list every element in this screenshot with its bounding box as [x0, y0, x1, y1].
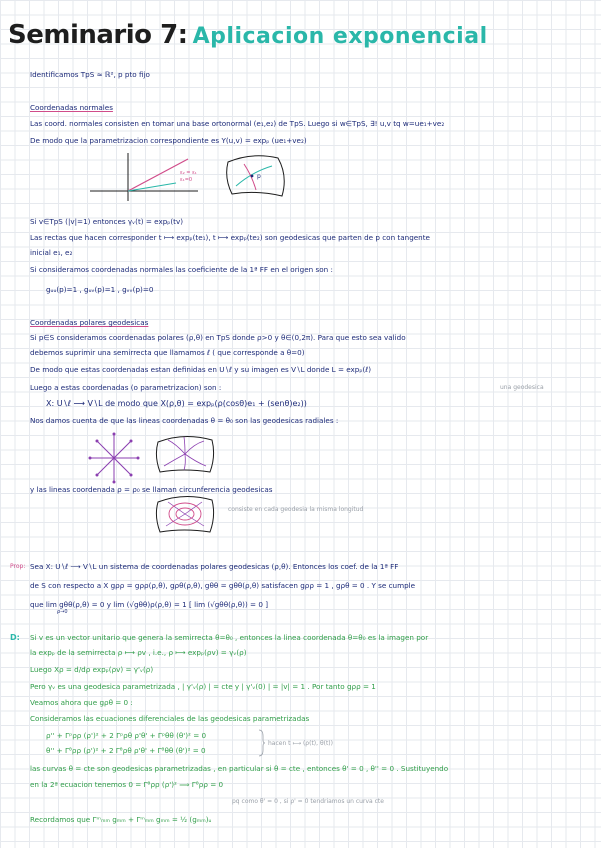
geodesic-radial-surface [154, 432, 216, 476]
demo-line5: Veamos ahora que gρθ = 0 : [30, 698, 133, 707]
prop-line1: Sea X: U∖ℓ ⟶ V∖L un sistema de coordenadas polares geodesicas (ρ,θ). Entonces los coef. de la 1ª FF [30, 562, 399, 571]
demo-line6: Consideramos las ecuaciones diferenciales de las geodesicas parametrizadas [30, 714, 310, 723]
heading-polares: Coordenadas polares geodesicas [30, 318, 149, 327]
polares-line7: y las lineas coordenada ρ = ρ₀ se llaman circunferencia geodesicas [30, 485, 273, 494]
prop-tag: Prop: [10, 563, 26, 570]
polares-line2: debemos suprimir una semirrecta que llamamos ℓ ( que corresponde a θ=0) [30, 348, 305, 357]
prop-limit-sub: ρ→0 [57, 609, 68, 615]
polares-line3: De modo que estas coordenadas estan definidas en U∖ℓ y su imagen es V∖L donde L = expₚ(ℓ) [30, 365, 372, 374]
demo-eq1: ρ'' + Γᵖρρ (ρ')² + 2 Γᵖρθ ρ'θ' + Γᵖθθ (θ')² = 0 [46, 731, 207, 740]
polares-note-longitud: consiste en cada geodesia la misma longitud [228, 506, 364, 513]
title-topic: Aplicacion exponencial [192, 24, 488, 49]
equation-brace [258, 729, 266, 757]
normales-line7: gᵤᵤ(p)=1 , gᵤᵥ(p)=1 , gᵥᵥ(p)=0 [46, 285, 154, 294]
title-seminario: Seminario 7: [8, 20, 188, 50]
normales-line4: Las rectas que hacen corresponder t ⟼ expₚ(te₁), t ⟼ expₚ(te₂) son geodesicas que parten de p con tangente [30, 233, 430, 242]
demo-line9: Recordamos que Γᵐₘₘ gₘₘ + Γᵐₘₘ gₘₘ = ½ (gₘₘ)ᵤ [30, 815, 212, 824]
prop-line3: que lim gθθ(ρ,θ) = 0 y lim (√gθθ)ρ(ρ,θ) = 1 [ lim (√gθθ(ρ,θ)) = 0 ] [30, 600, 269, 609]
demo-line4: Pero γᵥ es una geodesica parametrizada , | γ'ᵥ(ρ) | = cte y | γ'ᵥ(0) | = |v| = 1 . Por tanto gρρ = 1 [30, 682, 376, 691]
polares-line5: X: U∖ℓ ⟶ V∖L de modo que X(ρ,θ) = expₚ(ρ(cosθ)e₁ + (senθ)e₂)) [46, 399, 307, 408]
polares-line4: Luego a estas coordenadas (o parametrizacion) son : [30, 383, 222, 392]
prop-line2: de S con respecto a X gρρ = gρρ(ρ,θ), gρθ(ρ,θ), gθθ = gθθ(ρ,θ) satisfacen gρρ = 1 , gρθ = 0 . Y se cumple [30, 581, 416, 590]
normales-line5: inicial e₁, e₂ [30, 248, 73, 257]
axes-label-2: ε₁=0 [180, 177, 193, 183]
page-title [8, 20, 488, 50]
demo-line7: las curvas θ = cte son geodesicas parametrizadas , en particular si θ = cte , entonces θ' = 0 , θ'' = 0 . Sustituyendo [30, 764, 449, 773]
demo-eq2: θ'' + Γᶿρρ (ρ')² + 2 Γᶿρθ ρ'θ' + Γᶿθθ (θ')² = 0 [46, 746, 206, 755]
demo-line3: Luego Xρ = d/dρ expₚ(ρv) = γ'ᵥ(ρ) [30, 665, 154, 674]
demo-line1: Si v es un vector unitario que genera la semirrecta θ=θ₀ , entonces la linea coordenada θ=θ₀ es la imagen por [30, 633, 429, 642]
normales-line1: Las coord. normales consisten en tomar una base ortonormal (e₁,e₂) de TpS. Luego si w∈TpS, ∃! u,v tq w=ue₁+ve₂ [30, 119, 445, 128]
polares-line6: Nos damos cuenta de que las lineas coordenadas θ = θ₀ son las geodesicas radiales : [30, 416, 339, 425]
heading-normales: Coordenadas normales [30, 103, 113, 112]
polares-note-geodesica: una geodesica [500, 384, 544, 391]
axes-label-1: ε₂ = ε₁ [180, 170, 197, 176]
polares-line1: Si p∈S consideramos coordenadas polares (ρ,θ) en TpS donde ρ>0 y θ∈(0,2π). Para que esto sea valido [30, 333, 406, 342]
normales-line2: De modo que la parametrizacion correspondiente es Y(u,v) = expₚ (ue₁+ve₂) [30, 136, 307, 145]
demo-line8-note: pq como θ' = 0 , si ρ' = 0 tendriamos un curva cte [232, 798, 384, 805]
demo-eq-note: hacen t ⟼ (ρ(t), θ(t)) [268, 740, 333, 747]
normales-line3: Si v∈TpS (|v|=1) entonces γᵥ(t) = expₚ(tv) [30, 217, 184, 226]
surface-point-label: p [257, 173, 261, 180]
geodesic-circles-surface [154, 492, 216, 536]
normales-line6: Si consideramos coordenadas normales las coeficiente de la 1ª FF en el origen son : [30, 265, 333, 274]
demo-tag: D: [10, 633, 20, 642]
demo-line8: en la 2ª ecuacion tenemos 0 = Γᶿρρ (ρ')² ⟹ Γᶿρρ = 0 [30, 780, 224, 789]
radial-lines-diagram [88, 432, 140, 484]
demo-line2: la expₚ de la semirrecta ρ ⟼ ρv , i.e., ρ ⟼ expₚ(ρv) = γᵥ(ρ) [30, 648, 247, 657]
intro-line: Identificamos TpS ≈ ℝ², p pto fijo [30, 70, 150, 79]
